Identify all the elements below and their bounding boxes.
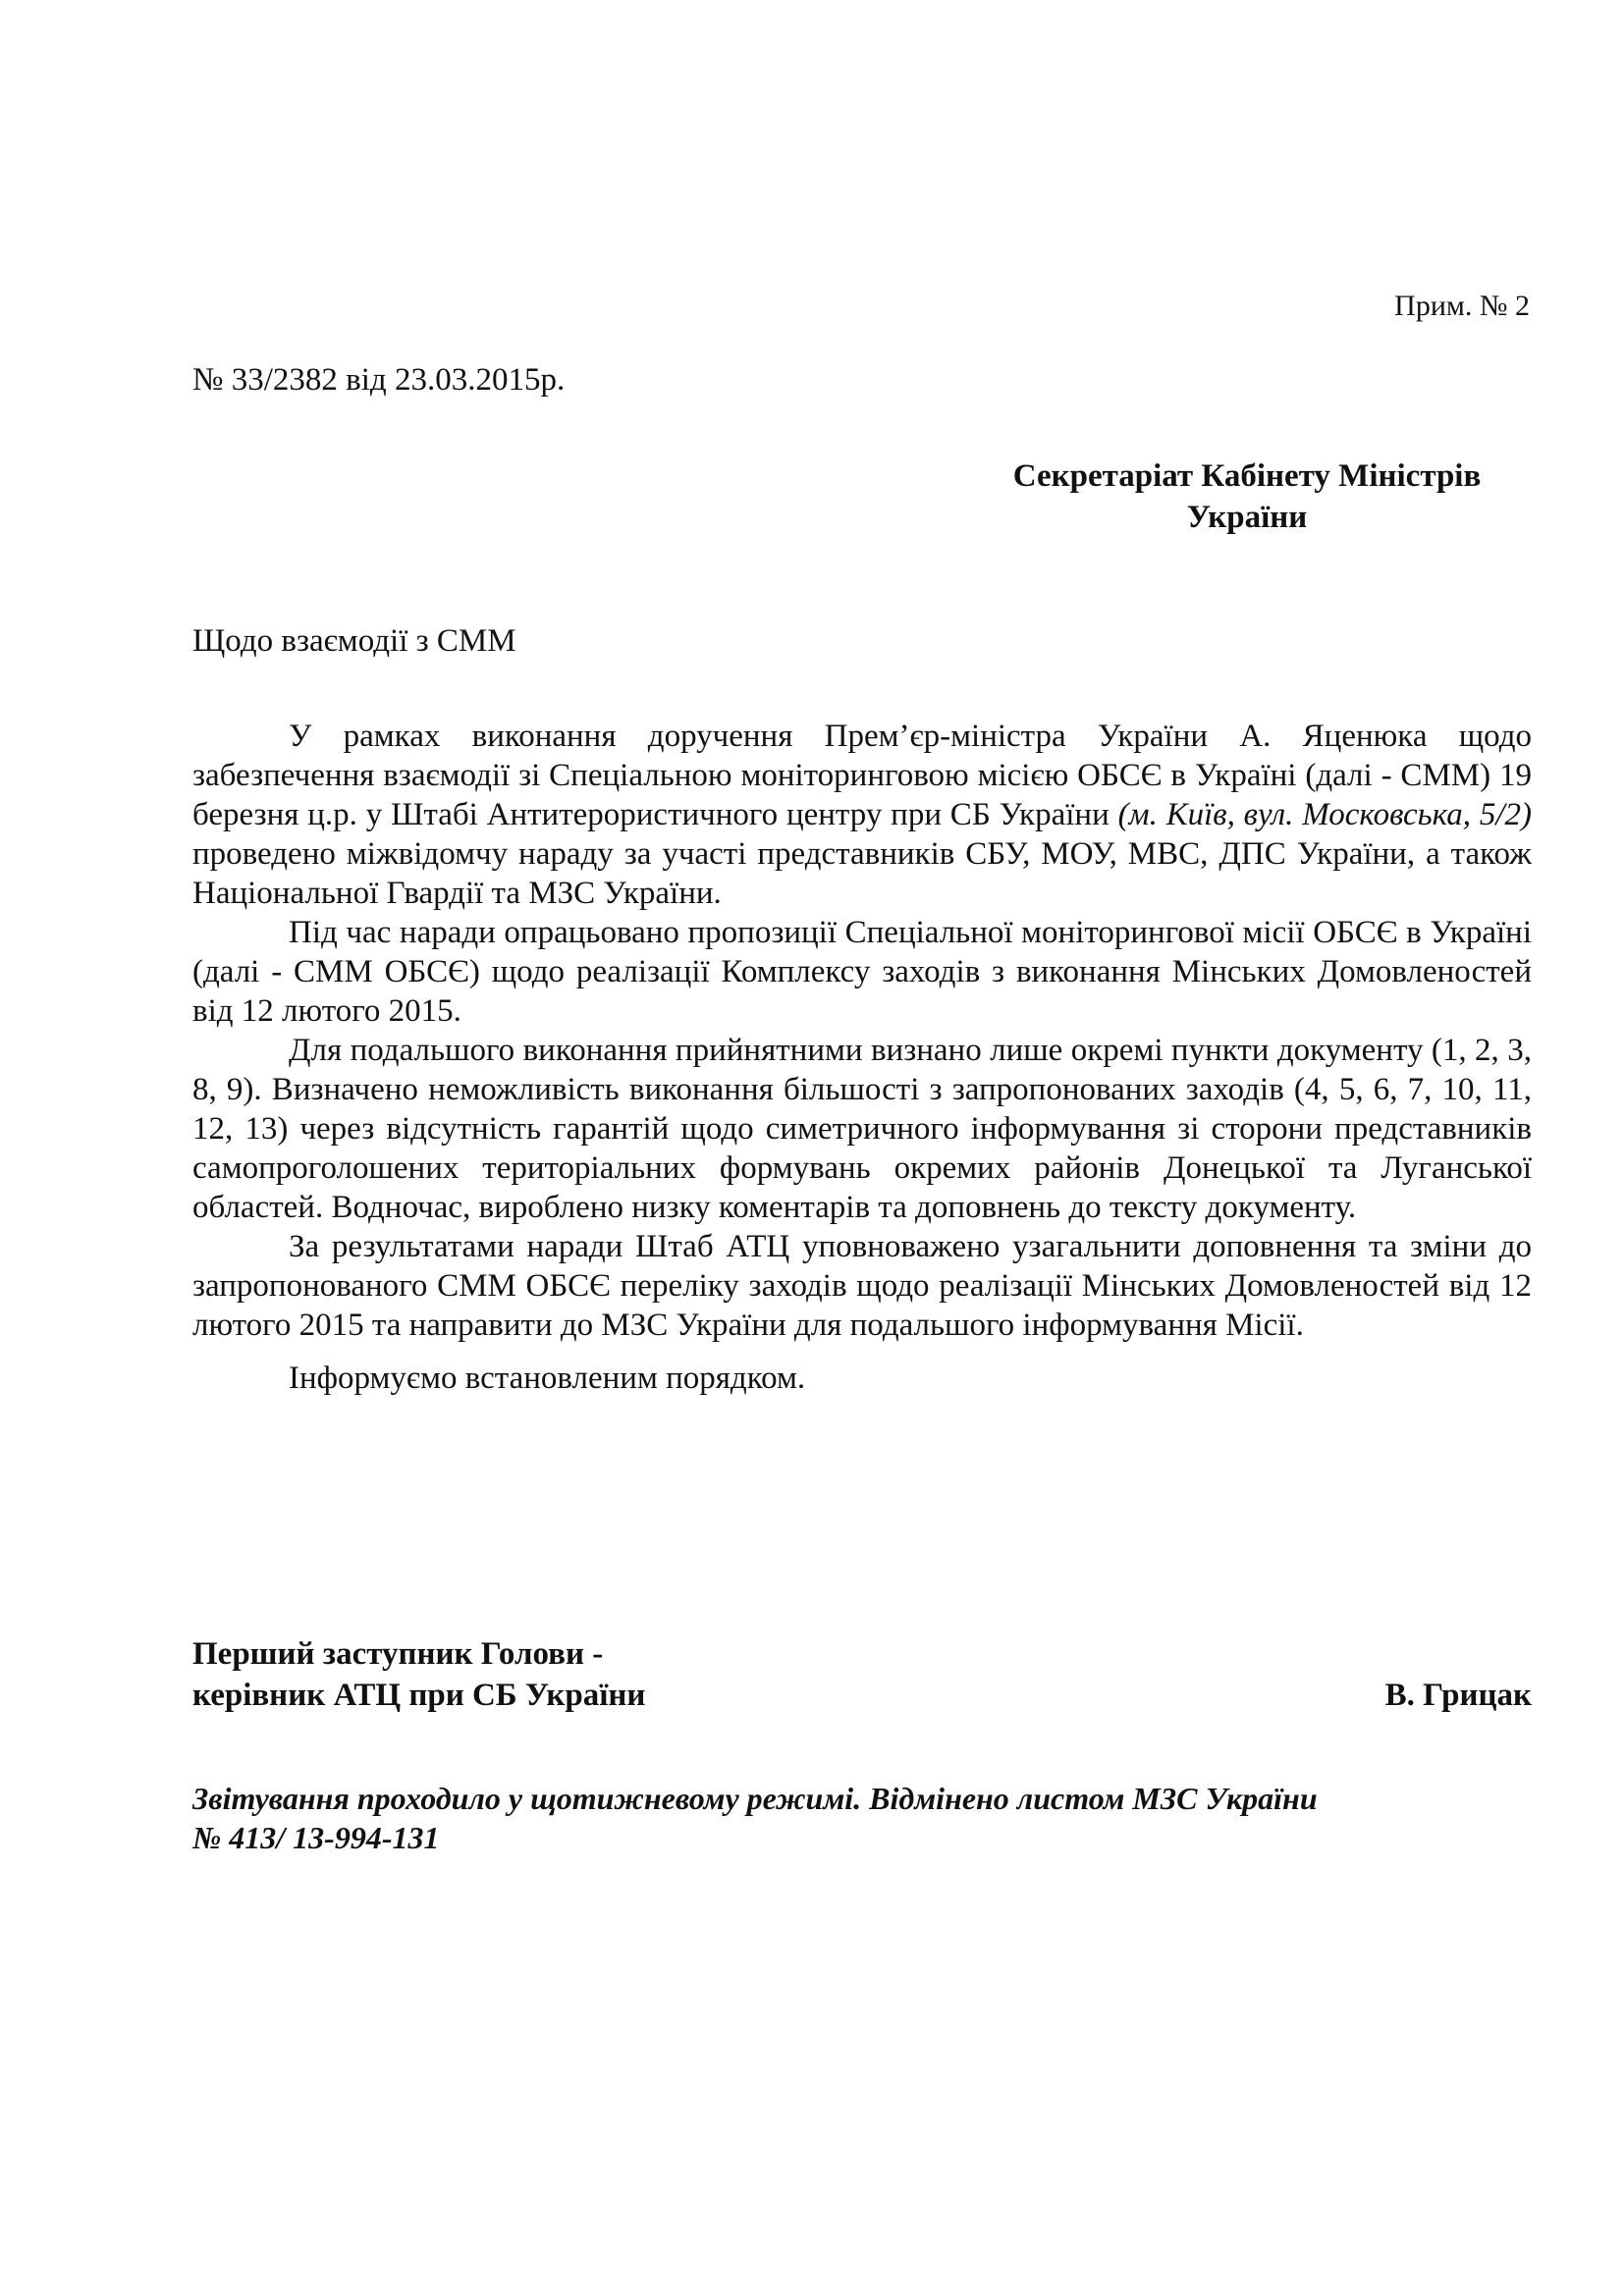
paragraph-3: Для подальшого виконання прийнятними визнано лише окремі пункти документу (1, 2, 3, 8, 9). Визначено неможливість виконання більшості з запропонованих заходів (4, 5, 6, 7, 10, 11, 12, 13) через відсутність гарантій щодо симетричного інформування зі сторони представників самопроголошених територіальних формувань окремих районів Донецької та Луганської областей. Водночас, вироблено низку коментарів та доповнень до тексту документу. [192, 1033, 1532, 1225]
subject-line: Щодо взаємодії з СММ [192, 623, 516, 659]
annotation-note-line-2: № 413/ 13-994-131 [192, 1820, 440, 1855]
letter-body [192, 717, 1532, 1398]
document-reference: № 33/2382 від 23.03.2015р. [192, 362, 566, 398]
addressee-line-2: України [1186, 500, 1308, 535]
signatory-title-line-2: керівник АТЦ при СБ України [192, 1678, 646, 1713]
annotation-note-line-1: Звітування проходило у щотижневому режимі. Відмінено листом МЗС України [192, 1781, 1318, 1816]
paragraph-1-text-a: У рамках виконання доручення Прем’єр-міністра України А. Яценюка щодо забезпечення взаємодії зі Спеціальною моніторинговою місією ОБСЄ в Україні (далі - СММ) 19 березня ц.р. у Штабі Антитерористичного центру при СБ України [192, 719, 1532, 832]
signature-block [192, 1633, 1532, 1716]
paragraph-1-text-b: проведено міжвідомчу нараду за участі представників СБУ, МОУ, МВС, ДПС України, а також Національної Гвардії та МЗС України. [192, 836, 1532, 911]
paragraph-1-address: (м. Київ, вул. Московська, 5/2) [1117, 797, 1532, 832]
closing-line: Інформуємо встановленим порядком. [289, 1361, 806, 1396]
signatory-name: В. Грицак [1384, 1678, 1532, 1713]
copy-mark: Прим. № 2 [1394, 290, 1530, 322]
paragraph-4: За результатами наради Штаб АТЦ уповноважено узагальнити доповнення та зміни до запропонованого СММ ОБСЄ переліку заходів щодо реалізації Мінських Домовленостей від 12 лютого 2015 та направити до МЗС України для подальшого інформування Місії. [192, 1229, 1532, 1343]
addressee-line-1: Секретаріат Кабінету Міністрів [1012, 458, 1482, 494]
paragraph-1 [192, 717, 1532, 913]
signatory-title [192, 1633, 1532, 1716]
annotation-note [192, 1779, 1532, 1857]
paragraph-2: Під час наради опрацьовано пропозиції Спеціальної моніторингової місії ОБСЄ в Україні (далі - СММ ОБСЄ) щодо реалізації Комплексу заходів з виконання Мінських Домовленостей від 12 лютого 2015. [192, 915, 1532, 1029]
signatory-title-line-1: Перший заступник Голови - [192, 1636, 604, 1672]
addressee-block [972, 455, 1522, 538]
